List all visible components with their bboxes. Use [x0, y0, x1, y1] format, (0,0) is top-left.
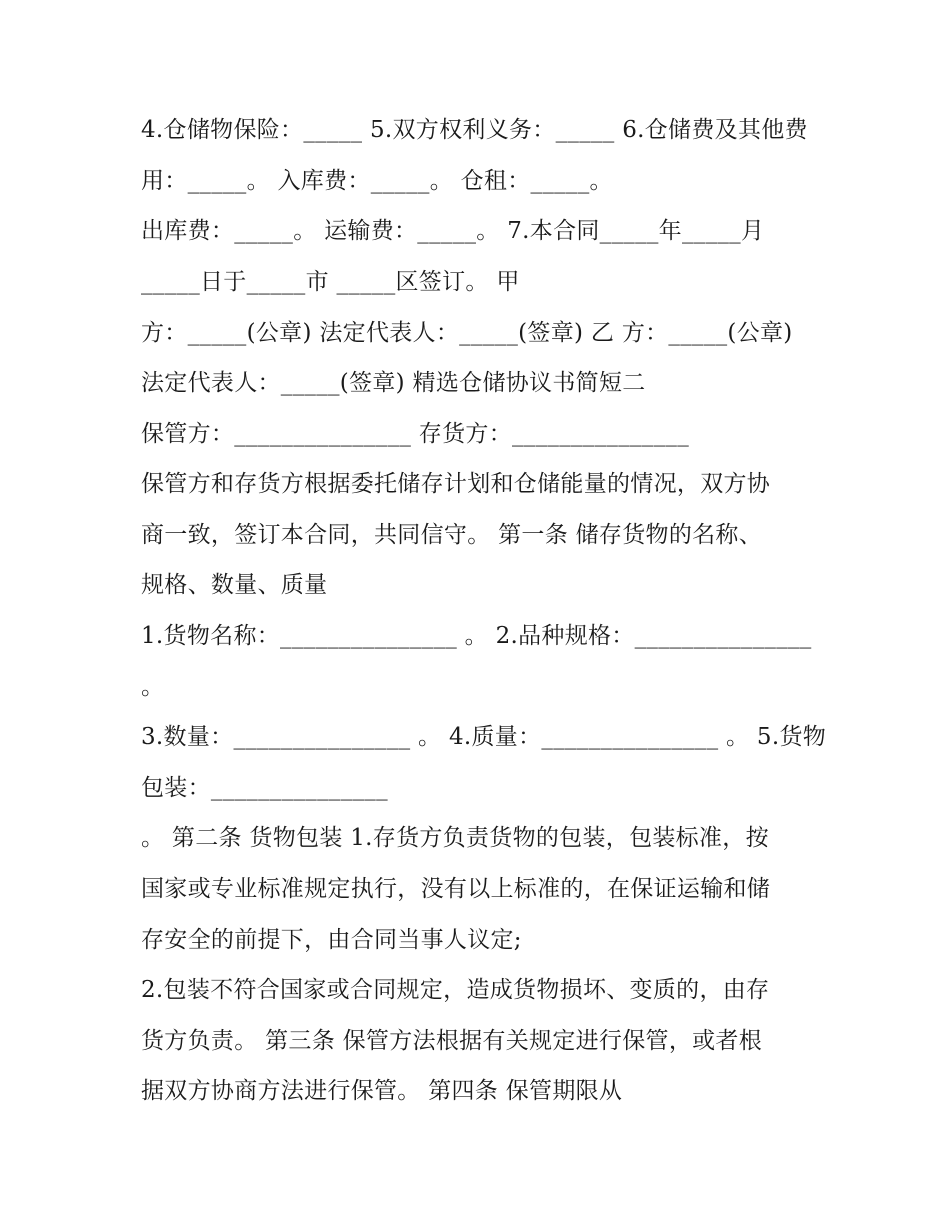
text-line: 4.仓储物保险：_____ 5.双方权利义务：_____ 6.仓储费及其他费 [141, 117, 808, 143]
text-line: 包装：_______________ [141, 775, 388, 801]
text-line: 方：_____(公章) 法定代表人：_____(签章) 乙 方：_____(公章) [141, 320, 793, 346]
text-line: 货方负责。 第三条 保管方法根据有关规定进行保管，或者根 [141, 1028, 763, 1054]
text-line: 商一致，签订本合同，共同信守。 第一条 储存货物的名称、 [141, 522, 763, 548]
text-line: 存安全的前提下，由合同当事人议定; [141, 927, 522, 953]
text-line: 3.数量：_______________ 。 4.质量：_______________ 。 5.货物 [141, 724, 827, 750]
text-line: 。 [141, 674, 165, 700]
text-line: 2.包装不符合国家或合同规定，造成货物损坏、变质的，由存 [141, 977, 770, 1003]
text-line: 。 第二条 货物包装 1.存货方负责货物的包装，包装标准，按 [141, 825, 769, 851]
text-line: 法定代表人：_____(签章) 精选仓储协议书简短二 [141, 370, 646, 396]
text-line: 据双方协商方法进行保管。 第四条 保管期限从 [141, 1078, 623, 1104]
text-line: 规格、数量、质量 [141, 572, 328, 598]
text-line: _____日于_____市 _____区签订。 甲 [141, 269, 520, 295]
text-line: 1.货物名称：_______________ 。 2.品种规格：_______________ [141, 623, 812, 649]
text-line: 用：_____。 入库费：_____。 仓租：_____。 [141, 168, 613, 194]
text-line: 出库费：_____。 运输费：_____。 7.本合同_____年_____月 [141, 218, 765, 244]
text-line: 国家或专业标准规定执行，没有以上标准的，在保证运输和储 [141, 876, 771, 902]
text-line: 保管方和存货方根据委托储存计划和仓储能量的情况，双方协 [141, 471, 771, 497]
text-line: 保管方：_______________ 存货方：_______________ [141, 421, 690, 447]
